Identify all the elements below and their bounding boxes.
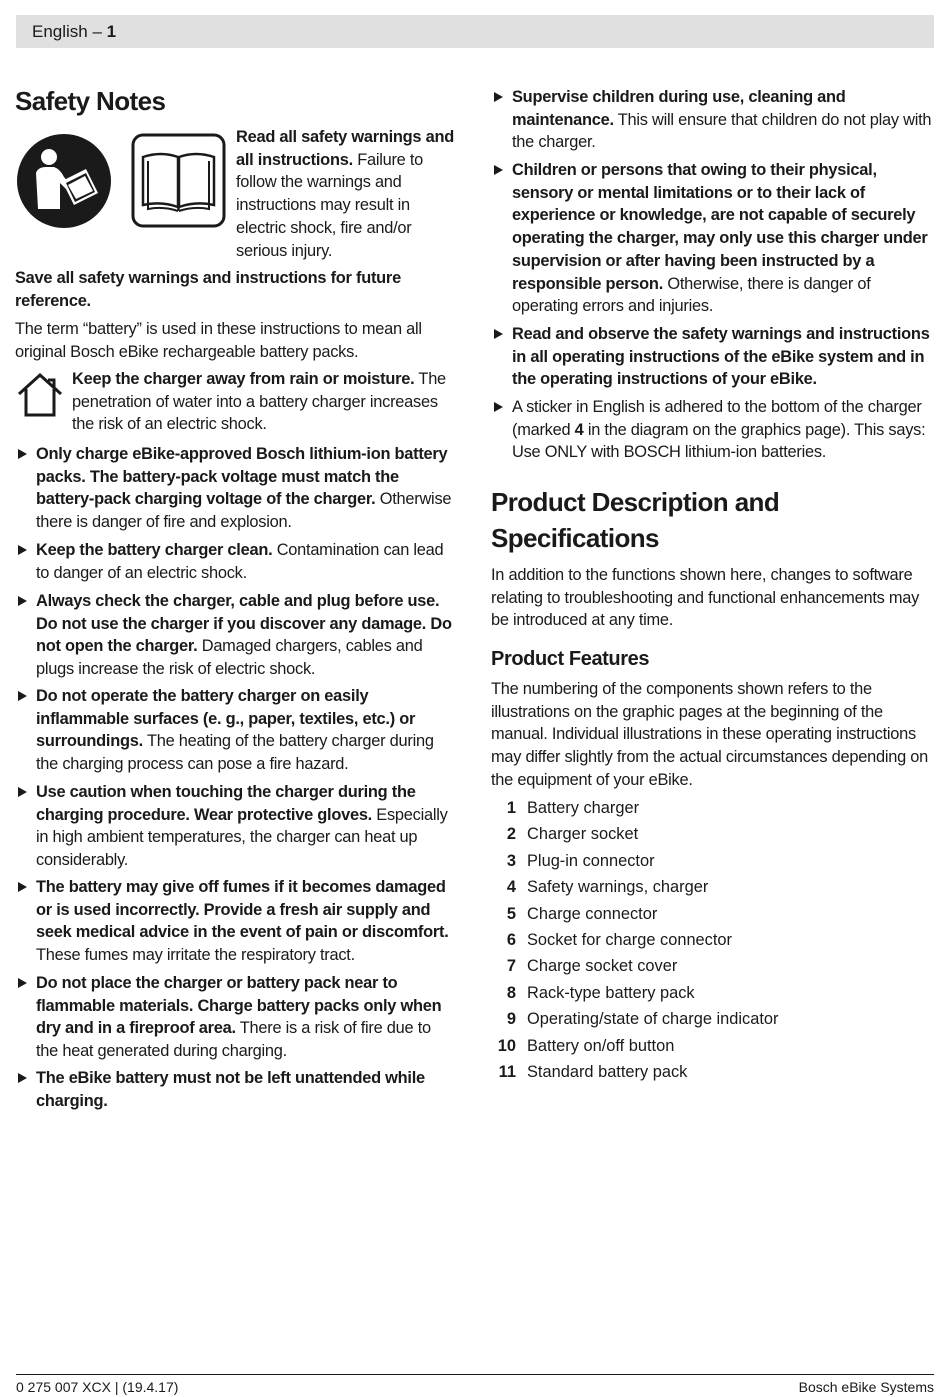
list-item: 8 Rack-type battery pack [506, 983, 695, 1002]
save-instructions-note: Save all safety warnings and instructions for future reference. [15, 269, 401, 310]
bullet-item: Keep the battery charger clean. Contamination can lead to danger of an electric shock. [15, 539, 455, 584]
safety-notes-title: Safety Notes [15, 86, 166, 116]
bullet-item: Always check the charger, cable and plug before use. Do not use the charger if you discover any damage. Do not open the charger. Damaged chargers, cables and plugs increase the risk of electric shock. [15, 590, 455, 681]
battery-term-note: The term “battery” is used in these instructions to mean all original Bosch eBike rechargeable battery packs. [15, 320, 422, 361]
bullet-item: The eBike battery must not be left unattended while charging. [15, 1067, 455, 1112]
bullet-triangle-icon [18, 545, 27, 555]
bullet-triangle-icon [494, 329, 503, 339]
bullet-triangle-icon [18, 978, 27, 988]
list-item: 7 Charge socket cover [506, 957, 678, 976]
list-item: 1 Battery charger [506, 799, 640, 817]
header-language: English [32, 22, 88, 41]
list-item: 9 Operating/state of charge indicator [506, 1010, 779, 1029]
sticker-note: A sticker in English is adhered to the bottom of the charger (marked 4 in the diagram on the graphics page). This says: Use ONLY with BOSCH lithium-ion batteries. [491, 396, 933, 464]
bullet-triangle-icon [18, 691, 27, 701]
list-item: 2 Charger socket [506, 825, 639, 844]
page-header [16, 15, 934, 48]
bullet-item: Read and observe the safety warnings and instructions in all operating instructions of the eBike system and in the operating instructions of your eBike. [491, 323, 933, 391]
home-indoor-icon [15, 372, 65, 423]
bullet-triangle-icon [494, 165, 503, 175]
footer-brand: Bosch eBike Systems [798, 1379, 934, 1395]
header-page-number: 1 [106, 22, 117, 41]
list-item: 10 Battery on/off button [497, 1036, 675, 1055]
bullet-item: Children or persons that owing to their physical, sensory or mental limitations or to their lack of experience or knowledge, are not capable of securely operating the charger, may only use this charger under supervision or after having been instructed by a responsible person. Otherwise, there is danger of operating errors and injuries. [491, 159, 933, 318]
read-manual-icon [16, 133, 112, 234]
bullet-item: Only charge eBike-approved Bosch lithium-ion battery packs. The battery-pack voltage must match the battery-pack charging voltage of the charger. Otherwise there is danger of fire and explosion. [15, 443, 455, 534]
list-item: 5 Charge connector [506, 904, 658, 923]
bullet-item: Do not place the charger or battery pack near to flammable materials. Charge battery packs only when dry and in a fireproof area. There is a risk of fire due to the heat generated during charging. [15, 972, 455, 1063]
bullet-triangle-icon [18, 882, 27, 892]
footer-divider [16, 1374, 934, 1375]
bullet-triangle-icon [18, 1073, 27, 1083]
product-features-text: The numbering of the components shown refers to the illustrations on the graphic pages at the beginning of the manual. Individual illustrations in these operating instructions may differ slightly from the actual circumstances depending on the equipment of your eBike. [491, 680, 928, 789]
list-item: 11 Standard battery pack [498, 1062, 688, 1081]
header-separator: – [87, 22, 107, 41]
read-instructions-warning: Read all safety warnings and all instructions. Failure to follow the warnings and instructions may result in electric shock, fire and/or serious injury. [236, 128, 454, 260]
list-item: 4 Safety warnings, charger [506, 878, 709, 897]
bullet-item: Use caution when touching the charger during the charging procedure. Wear protective gloves. Especially in high ambient temperatures, the charger can heat up considerably. [15, 781, 455, 872]
bullet-item: Supervise children during use, cleaning and maintenance. This will ensure that children do not play with the charger. [491, 86, 933, 154]
product-features-title: Product Features [491, 648, 650, 670]
bullet-triangle-icon [494, 402, 503, 412]
bullet-triangle-icon [494, 92, 503, 102]
bullet-triangle-icon [18, 449, 27, 459]
bullet-item: The battery may give off fumes if it becomes damaged or is used incorrectly. Provide a fresh air supply and seek medical advice in the event of pain or discomfort. These fumes may irritate the respiratory tract. [15, 876, 455, 967]
product-description-title: Product Description and Specifications [491, 487, 780, 553]
open-book-icon [131, 133, 226, 233]
bullet-item: Do not operate the battery charger on easily inflammable surfaces (e. g., paper, textiles, etc.) or surroundings. The heating of the battery charger during the charging process can pose a fire hazard. [15, 685, 455, 776]
list-item: 3 Plug-in connector [506, 851, 655, 870]
product-intro: In addition to the functions shown here, changes to software relating to troubleshooting and functional enhancements may be introduced at any time. [491, 566, 920, 630]
bullet-triangle-icon [18, 596, 27, 606]
component-list [491, 795, 931, 1085]
rain-moisture-warning: Keep the charger away from rain or moisture. The penetration of water into a battery charger increases the risk of an electric shock. [72, 370, 446, 434]
list-item: 6 Socket for charge connector [506, 930, 732, 949]
bullet-triangle-icon [18, 787, 27, 797]
footer-doc-number: 0 275 007 XCX | (19.4.17) [16, 1379, 179, 1395]
